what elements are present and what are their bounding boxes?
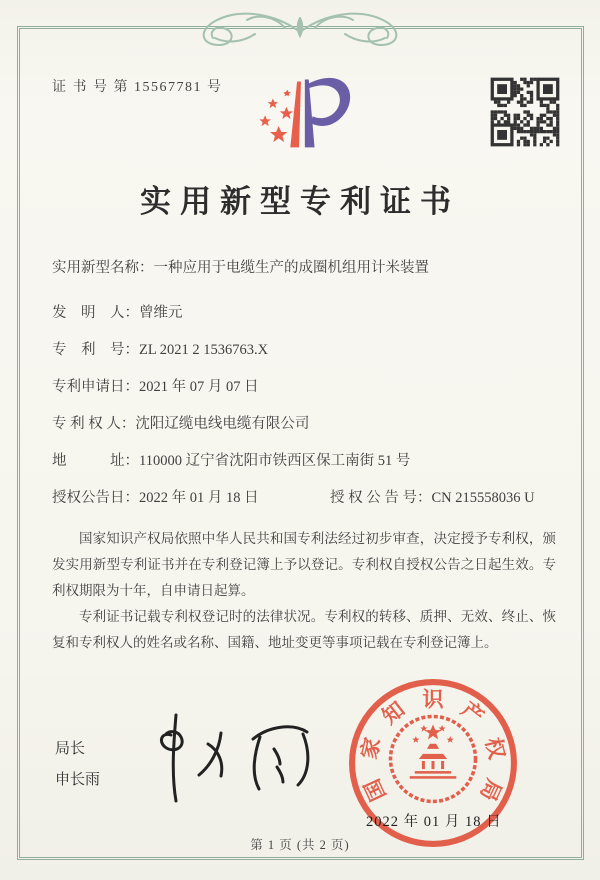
field-grant-row <box>52 488 554 509</box>
national-emblem <box>391 716 476 801</box>
field-label: 专 利 号： <box>52 342 139 358</box>
field-value: 一种应用于电缆生产的成圈机组用计米装置 <box>153 260 429 276</box>
svg-text:知: 知 <box>377 697 410 730</box>
field-label: 地 址： <box>52 453 139 469</box>
field-grant-date: 授权公告日：2022 年 01 月 18 日 <box>52 490 259 506</box>
field-utility-model-name <box>52 258 554 279</box>
field-value: 曾维元 <box>139 305 183 321</box>
legal-paragraph-2: 专利证书记载专利权登记时的法律状况。专利权的转移、质押、无效、终止、恢复和专利权人的姓名或名称、国籍、地址变更等事项记载在专利登记簿上。 <box>52 608 556 650</box>
director-block <box>55 734 100 796</box>
legal-text <box>52 526 556 656</box>
field-address <box>52 451 554 472</box>
director-name: 申长雨 <box>55 772 101 788</box>
svg-text:家: 家 <box>356 735 386 762</box>
field-value: ZL 2021 2 1536763.X <box>139 342 269 358</box>
field-list <box>52 258 554 525</box>
field-label: 专利申请日： <box>52 379 139 395</box>
seal-date: 2022 年 01 月 18 日 <box>366 814 502 830</box>
field-inventor <box>52 303 554 324</box>
certificate-number: 证 书 号 第 15567781 号 <box>52 80 223 95</box>
field-patentee <box>52 414 554 435</box>
certificate-title: 实用新型专利证书 <box>140 184 460 219</box>
field-label: 实用新型名称： <box>52 260 154 276</box>
field-label: 发 明 人： <box>52 305 139 321</box>
director-title: 局长 <box>55 741 86 757</box>
svg-text:产: 产 <box>456 697 489 730</box>
legal-paragraph-1: 国家知识产权局依照中华人民共和国专利法经过初步审查，决定授予专利权，颁发实用新型专利证书并在专利登记簿上予以登记。专利权自授权公告之日起生效。专利权期限为十年，自申请日起算。 <box>52 531 556 598</box>
field-value: 2021 年 07 月 07 日 <box>139 379 259 395</box>
field-value: 110000 辽宁省沈阳市铁西区保工南街 51 号 <box>139 453 411 469</box>
field-label: 专 利 权 人： <box>52 416 136 432</box>
field-grant-number: 授 权 公 告 号：CN 215558036 U <box>330 490 535 506</box>
field-patent-number <box>52 340 554 361</box>
svg-text:识: 识 <box>422 687 444 712</box>
field-filing-date <box>52 377 554 398</box>
svg-text:局: 局 <box>475 775 507 805</box>
qr-code <box>489 76 561 148</box>
field-value: 沈阳辽缆电线电缆有限公司 <box>135 416 310 432</box>
cnipa-logo-icon <box>237 60 363 166</box>
page-number: 第 1 页 (共 2 页) <box>250 838 350 852</box>
top-flourish-ornament <box>135 4 465 50</box>
svg-text:权: 权 <box>480 735 510 762</box>
svg-text:国: 国 <box>359 775 391 805</box>
director-signature <box>133 703 351 811</box>
